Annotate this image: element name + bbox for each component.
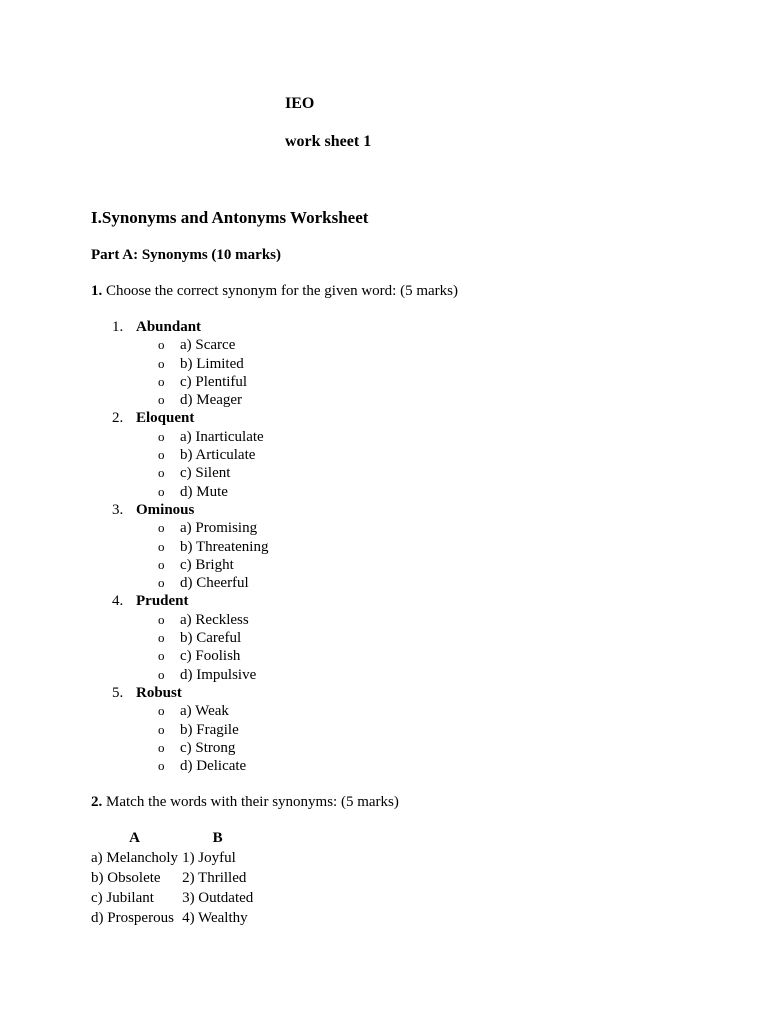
option-item — [112, 336, 268, 354]
option-label: d) Cheerful — [180, 575, 249, 592]
option-item — [112, 647, 268, 665]
question-item-number: 5. — [112, 684, 124, 701]
bullet-icon: o — [158, 447, 165, 463]
option-item — [112, 629, 268, 647]
column-b-cell: 2) Thrilled — [182, 870, 247, 886]
question-item-number: 2. — [112, 410, 124, 427]
option-item — [112, 428, 268, 446]
option-item — [112, 739, 268, 757]
option-label: d) Meager — [180, 392, 243, 409]
option-item — [112, 721, 268, 739]
question-item-word: Ominous — [136, 501, 195, 518]
option-list — [112, 702, 268, 775]
option-label: c) Foolish — [180, 648, 241, 665]
question-1-instruction — [91, 282, 458, 300]
question-item-number: 1. — [112, 319, 124, 335]
bullet-icon: o — [158, 630, 165, 646]
column-a-cell: c) Jubilant — [91, 890, 154, 906]
option-label: a) Weak — [180, 703, 229, 720]
option-item — [112, 519, 268, 537]
column-b-cell: 3) Outdated — [182, 890, 254, 906]
option-label: b) Limited — [180, 355, 244, 372]
option-item — [112, 556, 268, 574]
question-1-text: Choose the correct synonym for the given word: (5 marks) — [102, 283, 458, 299]
bullet-icon: o — [158, 465, 165, 481]
option-list — [112, 519, 268, 592]
option-label: c) Bright — [180, 556, 234, 573]
column-a-cell: a) Melancholy — [91, 850, 179, 866]
option-label: a) Promising — [180, 520, 258, 537]
option-label: a) Reckless — [180, 611, 249, 628]
page-subtitle: work sheet 1 — [285, 133, 372, 150]
match-table-header-row — [89, 828, 255, 848]
column-a-header: A — [129, 830, 140, 846]
question-2-text: Match the words with their synonyms: (5 marks) — [102, 794, 399, 810]
option-item — [112, 757, 268, 775]
column-b-cell: 1) Joyful — [182, 850, 236, 866]
bullet-icon: o — [158, 648, 165, 664]
bullet-icon: o — [158, 703, 165, 719]
option-item — [112, 464, 268, 482]
column-b-cell: 4) Wealthy — [182, 910, 248, 926]
table-row — [89, 888, 255, 908]
bullet-icon: o — [158, 355, 165, 371]
question-1-number: 1. — [91, 283, 103, 299]
question-2-number: 2. — [91, 794, 103, 810]
option-label: d) Impulsive — [180, 666, 257, 683]
option-label: b) Threatening — [180, 538, 269, 555]
option-list — [112, 428, 268, 501]
bullet-icon: o — [158, 666, 165, 682]
bullet-icon: o — [158, 611, 165, 627]
option-label: d) Delicate — [180, 758, 247, 775]
bullet-icon: o — [158, 538, 165, 554]
question-item-word: Robust — [136, 684, 182, 701]
question-item — [112, 409, 268, 500]
column-a-cell: d) Prosperous — [91, 910, 174, 926]
bullet-icon: o — [158, 373, 165, 389]
option-list — [112, 611, 268, 684]
option-label: b) Articulate — [180, 447, 256, 464]
part-heading: Part A: Synonyms (10 marks) — [91, 247, 281, 263]
question-item — [112, 318, 268, 409]
question-item-number: 3. — [112, 501, 124, 518]
bullet-icon: o — [158, 721, 165, 737]
bullet-icon: o — [158, 483, 165, 499]
question-2-instruction — [91, 793, 399, 811]
bullet-icon: o — [158, 739, 165, 755]
option-label: d) Mute — [180, 483, 228, 500]
bullet-icon: o — [158, 520, 165, 536]
option-item — [112, 373, 268, 391]
option-label: b) Fragile — [180, 721, 239, 738]
bullet-icon: o — [158, 575, 165, 591]
option-item — [112, 611, 268, 629]
table-row — [89, 848, 255, 868]
option-item — [112, 666, 268, 684]
bullet-icon: o — [158, 758, 165, 774]
option-label: c) Plentiful — [180, 373, 248, 390]
match-table — [89, 828, 255, 928]
bullet-icon: o — [158, 556, 165, 572]
question-item-word: Prudent — [136, 593, 189, 610]
question-item — [112, 592, 268, 683]
question-item-word: Abundant — [136, 319, 202, 335]
table-row — [89, 908, 255, 928]
option-item — [112, 483, 268, 501]
page-title: IEO — [285, 95, 315, 112]
option-label: a) Scarce — [180, 337, 236, 354]
question-item-number: 4. — [112, 593, 124, 610]
option-list — [112, 336, 268, 409]
option-label: a) Inarticulate — [180, 428, 264, 445]
bullet-icon: o — [158, 337, 165, 353]
question-item — [112, 684, 268, 775]
option-label: c) Strong — [180, 739, 236, 756]
option-item — [112, 702, 268, 720]
option-item — [112, 538, 268, 556]
option-item — [112, 574, 268, 592]
option-label: b) Careful — [180, 630, 242, 647]
section-heading: I.Synonyms and Antonyms Worksheet — [91, 208, 369, 227]
column-b-header: B — [212, 830, 223, 846]
table-row — [89, 868, 255, 888]
option-label: c) Silent — [180, 465, 231, 482]
column-a-cell: b) Obsolete — [91, 870, 161, 886]
bullet-icon: o — [158, 428, 165, 444]
bullet-icon: o — [158, 392, 165, 408]
option-item — [112, 446, 268, 464]
option-item — [112, 355, 268, 373]
synonym-question-list — [112, 318, 268, 775]
option-item — [112, 391, 268, 409]
question-item-word: Eloquent — [136, 410, 195, 427]
question-item — [112, 501, 268, 592]
